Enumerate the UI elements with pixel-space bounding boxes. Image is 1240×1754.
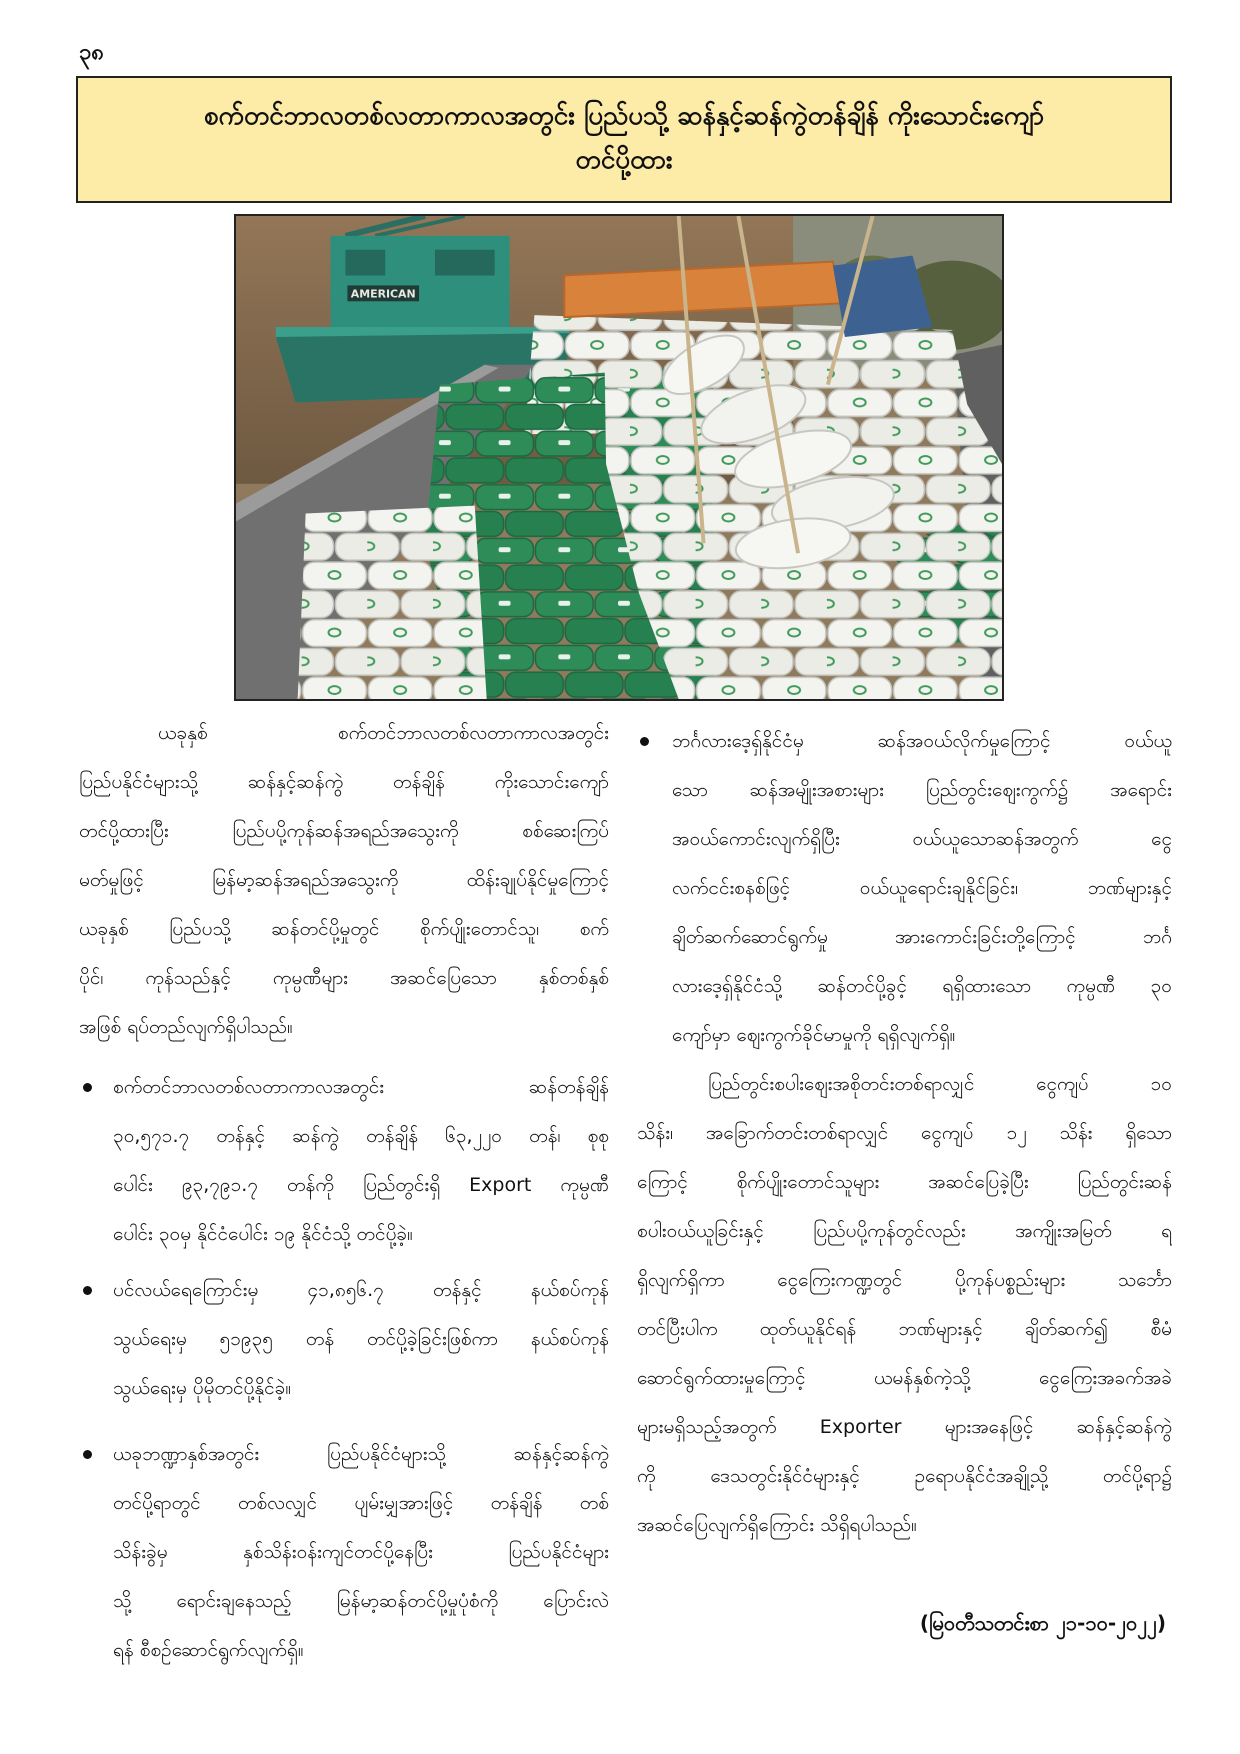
bullet-item [113,1063,609,1259]
text-line: အဝယ်ကောင်းလျက်ရှိပြီး ဝယ်ယူသောဆန်အတွက် ငွေ [672,828,1172,850]
white-bag-stack-left [298,506,487,699]
bullet-item [113,1430,609,1675]
source-citation: (မြဝတီသတင်းစာ ၂၁-၁၀-၂၀၂၂) [919,1611,1166,1635]
text-line: အဆင်ပြေလျက်ရှိကြောင်း သိရှိရပါသည်။ [637,1514,917,1536]
text-line: ပင်လယ်ရေကြောင်းမှ ၄၁,၈၅၆.၇ တန်နှင့် နယ်စပ်ကုန် [113,1279,609,1301]
bullet-icon [640,737,649,746]
intro-paragraph [79,709,609,1052]
crane-label: AMERICAN [350,287,416,301]
headline-line-1: စက်တင်ဘာလတစ်လတာကာလအတွင်း ပြည်ပသို့ ဆန်နှင့်ဆန်ကွဲတန်ချိန် ကိုးသောင်းကျော် [203,101,1045,131]
text-line: တင်ပို့ထားပြီး ပြည်ပပို့ကုန်ဆန်အရည်အသွေးကို စစ်ဆေးကြပ် [79,820,609,842]
text-line: လက်ငင်းစနစ်ဖြင့် ဝယ်ယူရောင်းချနိုင်ခြင်း၊ ဘဏ်များနှင့် [672,877,1172,899]
text-line: ရှိလျက်ရှိကာ ငွေကြေးကဏ္ဍတွင် ပို့ကုန်ပစ္စည်းများ သင်္ဘော [637,1269,1172,1291]
rice-bags-photo [234,214,1004,701]
headline-box [76,76,1172,203]
text-line: လားဒေ့ရှ်နိုင်ငံသို့ ဆန်တင်ပို့ခွင့် ရရှိထားသော ကုမ္ပဏီ ၃၀ [672,975,1172,997]
text-line: ပြည်တွင်းစပါးဈေးအစိုတင်းတစ်ရာလျှင် ငွေကျပ် ၁၀ [708,1073,1172,1095]
text-line: ကြောင့် စိုက်ပျိုးတောင်သူများ အဆင်ပြေခဲ့ပြီး ပြည်တွင်းဆန် [637,1171,1172,1193]
photo-illustration [236,216,1002,699]
text-line: သွယ်ရေးမှ ပိုမိုတင်ပို့နိုင်ခဲ့။ [113,1377,292,1399]
text-line: သိန်း၊ အခြောက်တင်းတစ်ရာလျှင် ငွေကျပ် ၁၂ သိန်း ရှိသော [637,1122,1172,1144]
text-line: စပါးဝယ်ယူခြင်းနှင့် ပြည်ပပို့ကုန်တွင်လည်း အကျိုးအမြတ် ရ [637,1220,1172,1242]
text-line: သိန်းခွဲမှ နှစ်သိန်းဝန်းကျင်တင်ပို့နေပြီး ပြည်ပနိုင်ငံများ [113,1541,609,1563]
text-line: သို့ ရောင်းချနေသည့် မြန်မာ့ဆန်တင်ပို့မှုပုံစံကို ပြောင်းလဲ [113,1590,609,1612]
bullet-icon [83,1286,92,1295]
text-line: ကျော်မှာ ဈေးကွက်ခိုင်မာမှုကို ရရှိလျက်ရှိ။ [672,1024,956,1046]
text-line: ယခုနှစ် ပြည်ပသို့ ဆန်တင်ပို့မှုတွင် စိုက်ပျိုးတောင်သူ၊ စက် [79,918,609,940]
text-line: ယခုနှစ် စက်တင်ဘာလတစ်လတာကာလအတွင်း [158,722,609,744]
text-line: ပြည်ပနိုင်ငံများသို့ ဆန်နှင့်ဆန်ကွဲ တန်ချိန် ကိုးသောင်းကျော် [79,771,609,793]
text-line: ချိတ်ဆက်ဆောင်ရွက်မှု အားကောင်းခြင်းတို့ကြောင့် ဘင်္ဂ [672,926,1172,948]
text-line: များမရှိသည့်အတွက် Exporter များအနေဖြင့် ဆန်နှင့်ဆန်ကွဲ [637,1416,1172,1438]
bullet-item [113,1266,609,1413]
text-line: ပေါင်း ၉၃,၇၉၁.၇ တန်ကို ပြည်တွင်းရှိ Export ကုမ္ပဏီ [113,1174,609,1196]
text-line: ဆောင်ရွက်ထားမှုကြောင့် ယမန်နှစ်ကဲ့သို့ ငွေကြေးအခက်အခဲ [637,1367,1172,1389]
bullet-icon [83,1083,92,1092]
text-line: ဘင်္ဂလားဒေ့ရှ်နိုင်ငံမှ ဆန်အဝယ်လိုက်မှုကြောင့် ဝယ်ယူ [672,730,1172,752]
text-line: ပိုင်၊ ကုန်သည်နှင့် ကုမ္ပဏီများ အဆင်ပြေသော နှစ်တစ်နှစ် [79,967,609,989]
text-line: စက်တင်ဘာလတစ်လတာကာလအတွင်း ဆန်တန်ချိန် [113,1076,609,1098]
text-line: ပေါင်း ၃၀မှ နိုင်ငံပေါင်း ၁၉ နိုင်ငံသို့ တင်ပို့ခဲ့။ [113,1223,413,1245]
text-line: သွယ်ရေးမှ ၅၁၉၃၅ တန် တင်ပို့ခဲ့ခြင်းဖြစ်ကာ နယ်စပ်ကုန် [113,1328,609,1350]
text-line: ယခုဘဏ္ဍာနှစ်အတွင်း ပြည်ပနိုင်ငံများသို့ ဆန်နှင့်ဆန်ကွဲ [113,1443,609,1465]
text-line: အဖြစ် ရပ်တည်လျက်ရှိပါသည်။ [79,1016,293,1038]
text-line: ကို ဒေသတွင်းနိုင်ငံများနှင့် ဥရောပနိုင်ငံအချို့သို့ တင်ပို့ရာ၌ [637,1465,1172,1487]
text-line: သော ဆန်အမျိုးအစားများ ပြည်တွင်းဈေးကွက်၌ အရောင်း [672,779,1172,801]
text-line: ရန် စီစဉ်ဆောင်ရွက်လျက်ရှိ။ [113,1639,304,1661]
body-paragraph [637,1060,1172,1550]
headline-line-2: တင်ပို့ထား [575,145,673,175]
page-number: ၃၈ [79,40,104,65]
text-line: တင်ပြီးပါက ထုတ်ယူနိုင်ရန် ဘဏ်များနှင့် ချိတ်ဆက်၍ စီမံ [637,1318,1172,1340]
text-line: တင်ပို့ရာတွင် တစ်လလျှင် ပျမ်းမျှအားဖြင့် တန်ချိန် တစ် [113,1492,609,1514]
bullet-icon [83,1450,92,1459]
bullet-item [672,717,1172,1060]
text-line: မတ်မှုဖြင့် မြန်မာ့ဆန်အရည်အသွေးကို ထိန်းချုပ်နိုင်မှုကြောင့် [79,869,609,891]
text-line: ၃၀,၅၇၁.၇ တန်နှင့် ဆန်ကွဲ တန်ချိန် ၆၃,၂၂၀ တန်၊ စုစု [113,1125,609,1147]
